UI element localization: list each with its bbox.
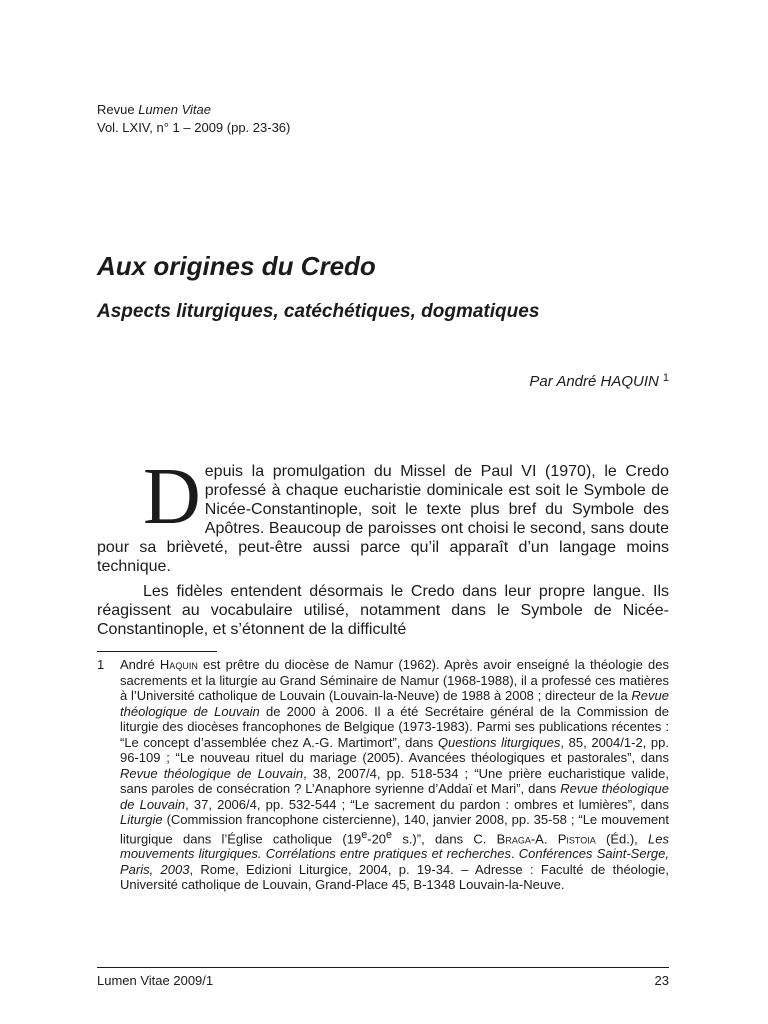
footnote-text — [120, 657, 669, 893]
footnote-span: , 38, 2007/4, pp. 518-534 ; “Une prière eucharistique valide, sans paroles de consécration ? L’Anaphore syrienne d’Addaï et Mari”, dans — [120, 765, 670, 796]
journal-name-line — [97, 101, 290, 119]
footnote-journal-title: Revue théologique de Louvain — [120, 781, 670, 812]
footnote-book-title: Conférences Saint-Serge, Paris, 2003 — [120, 846, 669, 877]
paragraph-1 — [97, 453, 669, 576]
footnote-journal-title: Liturgie — [120, 812, 163, 827]
journal-name: Lumen Vitae — [138, 102, 211, 117]
footnote-journal-title: Questions liturgiques — [437, 734, 561, 750]
footnote-span: , Rome, Edizioni Liturgice, 2004, p. 19-34. – Adresse : Faculté de théologie, Université catholique de Louvain, Grand-Place 45, B-1348 Louvain-la-Neuve. — [120, 861, 669, 893]
journal-prefix: Revue — [97, 102, 139, 117]
footnote-author-name: Braga — [496, 830, 531, 846]
footnote-journal-title: Revue théologique de Louvain — [120, 765, 304, 781]
article-subtitle: Aspects liturgiques, catéchétiques, dogmatiques — [97, 301, 540, 322]
footnote-superscript: e — [386, 828, 393, 841]
article-title: Aux origines du Credo — [97, 251, 376, 281]
footnote-author-name: Haquin — [159, 657, 198, 672]
footnote-superscript: e — [361, 828, 368, 841]
footnote-span: (Commission francophone cistercienne), 140, janvier 2008, pp. 35-58 ; “Le mouvement liturgique dans l’Église catholique (19 — [120, 812, 669, 846]
footnote-number: 1 — [97, 657, 105, 672]
footnote-journal-title: Revue théologique de Louvain — [120, 688, 669, 719]
author-name: Par André HAQUIN — [529, 373, 659, 390]
footnote-span: , 85, 2004/1-2, pp. 96-109 ; “Le nouveau rituel du mariage (2005). Avancées théologiques et pastorales”, dans — [120, 734, 670, 765]
footnote-span: . — [510, 846, 519, 862]
footnote-span: -A. — [530, 830, 558, 846]
footer-rule — [97, 967, 669, 968]
footnote-book-title: Les mouvements liturgiques. Corrélations entre pratiques et recherches — [120, 830, 669, 862]
page — [97, 0, 669, 1024]
journal-volume: Vol. LXIV, n° 1 – 2009 (pp. 23-36) — [97, 120, 291, 135]
article-author — [529, 368, 669, 392]
footnote-span: André — [120, 657, 160, 672]
footnote-span: (Éd.), — [595, 830, 649, 846]
drop-cap: D — [143, 453, 201, 541]
footnote-author-name: Pistoia — [557, 830, 596, 846]
paragraph-2: Les fidèles entendent désormais le Credo dans leur propre langue. Ils réagissent au vocabulaire utilisé, notamment dans le Symbole de Nicée-Constantinople, et s’étonnent de la difficulté — [97, 583, 669, 638]
footnote-1 — [97, 657, 669, 893]
journal-header — [97, 101, 290, 137]
footnote-span: , 37, 2006/4, pp. 532-544 ; “Le sacrement du pardon : ombres et lumières”, dans — [185, 796, 669, 812]
page-number: 23 — [654, 973, 669, 988]
footer-journal: Lumen Vitae 2009/1 — [97, 973, 214, 988]
paragraph-1-text: epuis la promulgation du Missel de Paul VI (1970), le Credo professé à chaque eucharistie dominicale est soit le Symbole de Nicée-Constantinople, soit le texte plus bref du Symbole des Apôtres. Beaucoup de paroisses ont choisi le second, sans doute pour sa brièveté, peut-être aussi parce qu’il apparaît d’un langage moins technique. — [97, 463, 669, 575]
footnote-span: -20 — [367, 830, 387, 846]
footnote-separator — [97, 651, 217, 652]
footnote-span: de 2000 à 2006. Il a été Secrétaire général de la Commission de liturgie des diocèses francophones de Belgique (1973-1983). Parmi ses publications récentes : “Le concept d’assemblée chez A.-G. Martimort”, dans — [120, 703, 669, 750]
author-footnote-ref[interactable]: 1 — [662, 372, 669, 384]
footnote-span: est prêtre du diocèse de Namur (1962). Après avoir enseigné la théologie des sacrements et la liturgie au Grand Séminaire de Namur (1968-1988), il a professé ces matières à l’Université catholique de Louvain (Louvain-la-Neuve) de 1988 à 2008 ; directeur de la — [120, 657, 669, 703]
footnote-span: s.)”, dans C. — [392, 830, 497, 846]
article-body — [97, 453, 669, 639]
